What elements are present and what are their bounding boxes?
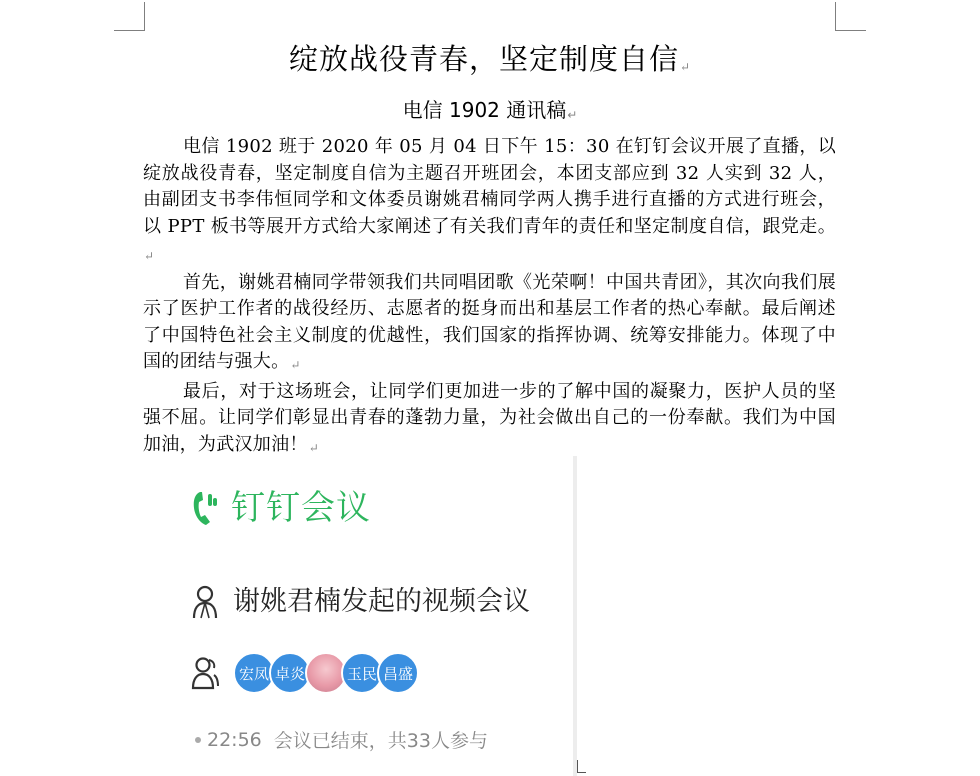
phone-icon [191, 488, 221, 528]
document-title-text: 绽放战役青春，坚定制度自信 [288, 42, 679, 76]
app-header [191, 486, 371, 530]
crop-mark-top-right [835, 2, 866, 31]
participant-avatar: 宏凤 [233, 652, 275, 694]
paragraph [143, 134, 836, 270]
paragraph-text: 电信 1902 班于 2020 年 05 月 04 日下午 15：30 在钉钉会议开展了直播，以绽放战役青春，坚定制度自信为主题召开班团会，本团支部应到 32 人实到 32 人，由副团支书李伟恒同学和文体委员谢姚君楠同学两人携手进行直播的方式进行班会，以 PPT 板书等展开方式给大家阐述了有关我们青年的责任和坚定制度自信，跟党走。 [143, 136, 836, 237]
paragraph-mark: ↵ [679, 60, 692, 74]
paragraph-text: 首先，谢姚君楠同学带领我们共同唱团歌《光荣啊！中国共青团》，其次向我们展示了医护工作者的战役经历、志愿者的挺身而出和基层工作者的热心奉献。最后阐述了中国特色社会主义制度的优越性，我们国家的指挥协调、统筹安排能力。体现了中国的团结与强大。 [143, 271, 836, 372]
document-subtitle [140, 96, 840, 129]
person-icon [191, 584, 219, 620]
participant-avatar: 卓炎 [269, 652, 311, 694]
meeting-screenshot-image [177, 456, 577, 776]
paragraph-mark: ↵ [567, 108, 578, 122]
participant-avatar: 玉民 [341, 652, 383, 694]
paragraph [143, 270, 836, 379]
paragraph-mark: ↵ [308, 440, 320, 455]
meeting-status-row [195, 726, 488, 753]
participant-avatars [233, 652, 419, 694]
text-cursor-mark [577, 760, 586, 773]
document-body [143, 134, 836, 461]
paragraph-mark: ↵ [144, 249, 155, 263]
status-dot [195, 737, 201, 743]
meeting-host-row [191, 584, 530, 620]
meeting-host-text: 谢姚君楠发起的视频会议 [233, 586, 530, 617]
meeting-status-text: 会议已结束，共33人参与 [273, 730, 488, 752]
paragraph [143, 379, 836, 462]
participant-avatar: 昌盛 [377, 652, 419, 694]
paragraph-text: 最后，对于这场班会，让同学们更加进一步的了解中国的凝聚力，医护人员的坚强不屈。让同学们彰显出青春的蓬勃力量，为社会做出自己的一份奉献。我们为中国加油，为武汉加油！ [143, 380, 836, 455]
participants-row [191, 652, 419, 694]
group-icon [191, 655, 219, 691]
crop-mark-top-left [114, 2, 145, 31]
document-subtitle-text: 电信 1902 通讯稿 [402, 98, 567, 122]
meeting-time: 22:56 [207, 728, 262, 751]
app-name: 钉钉会议 [231, 488, 371, 528]
paragraph-mark: ↵ [290, 358, 301, 372]
document-title [140, 40, 840, 86]
